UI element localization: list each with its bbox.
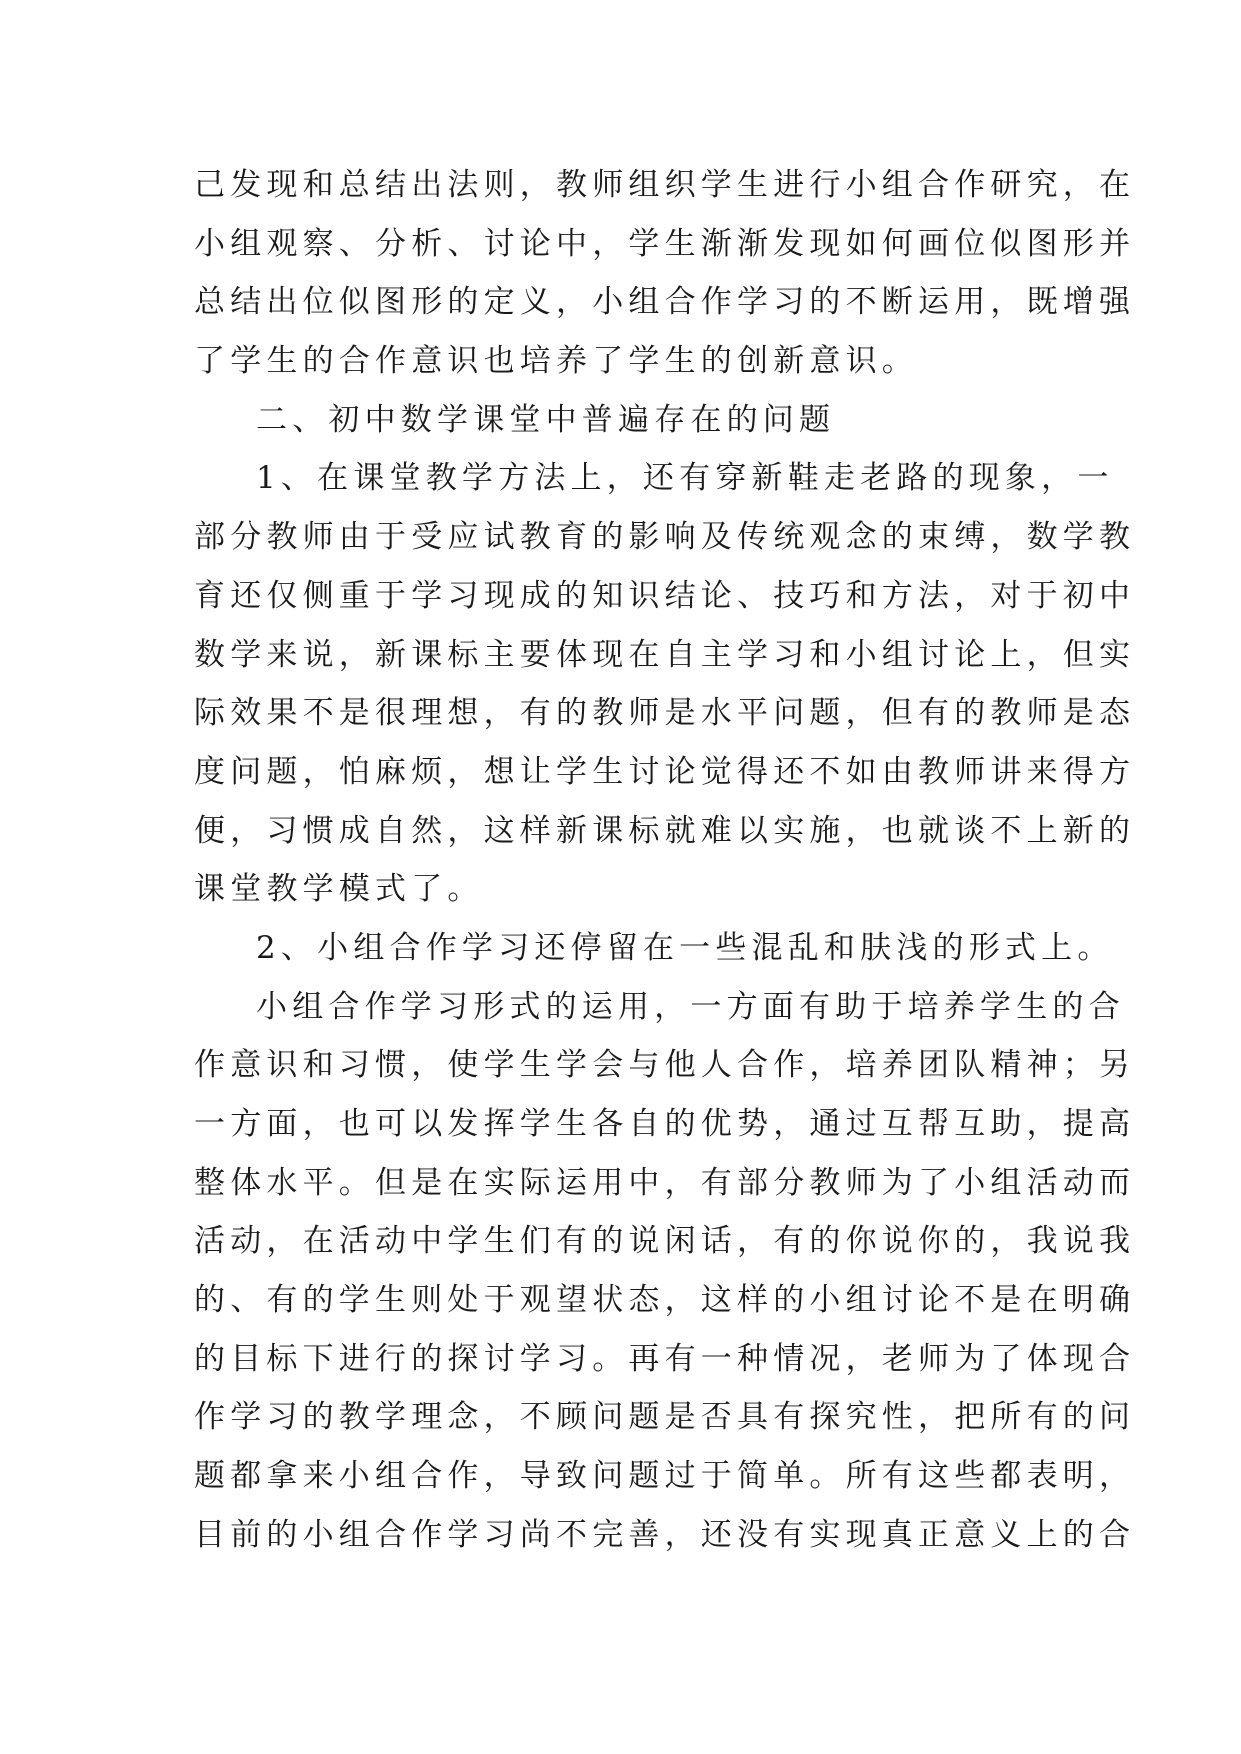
text-line: 目前的小组合作学习尚不完善，还没有实现真正意义上的合 — [194, 1516, 1136, 1553]
text-line: 的、有的学生则处于观望状态，这样的小组讨论不是在明确 — [194, 1282, 1136, 1319]
text-line: 数学来说，新课标主要体现在自主学习和小组讨论上，但实 — [194, 636, 1136, 673]
text-line: 育还仅侧重于学习现成的知识结论、技巧和方法，对于初中 — [194, 577, 1136, 614]
text-line: 际效果不是很理想，有的教师是水平问题，但有的教师是态 — [194, 695, 1136, 732]
text-line: 总结出位似图形的定义，小组合作学习的不断运用，既增强 — [194, 284, 1136, 321]
text-line: 了学生的合作意识也培养了学生的创新意识。 — [194, 343, 918, 380]
section-heading: 二、初中数学课堂中普遍存在的问题 — [256, 401, 836, 438]
text-line: 己发现和总结出法则，教师组织学生进行小组合作研究，在 — [194, 167, 1136, 203]
text-line: 作意识和习惯，使学生学会与他人合作，培养团队精神；另 — [194, 1047, 1136, 1084]
body-text — [194, 156, 1136, 1565]
text-line: 小组观察、分析、讨论中，学生渐渐发现如何画位似图形并 — [194, 225, 1136, 262]
text-line: 小组合作学习形式的运用，一方面有助于培养学生的合 — [256, 988, 1125, 1025]
text-line: 题都拿来小组合作，导致问题过于简单。所有这些都表明， — [194, 1458, 1136, 1495]
text-line: 度问题，怕麻烦，想让学生讨论觉得还不如由教师讲来得方 — [194, 753, 1136, 790]
text-line: 整体水平。但是在实际运用中，有部分教师为了小组活动而 — [194, 1164, 1136, 1201]
text-line: 的目标下进行的探讨学习。再有一种情况，老师为了体现合 — [194, 1340, 1136, 1377]
text-line: 部分教师由于受应试教育的影响及传统观念的束缚，数学教 — [194, 519, 1136, 556]
text-line: 活动，在活动中学生们有的说闲话，有的你说你的，我说我 — [194, 1223, 1136, 1260]
text-line: 课堂教学模式了。 — [194, 871, 484, 908]
text-line: 一方面，也可以发挥学生各自的优势，通过互帮互助，提高 — [194, 1106, 1136, 1142]
text-line: 1、在课堂教学方法上，还有穿新鞋走老路的现象，一 — [256, 460, 1114, 497]
subsection-heading: 2、小组合作学习还停留在一些混乱和肤浅的形式上。 — [256, 929, 1114, 966]
text-line: 作学习的教学理念，不顾问题是否具有探究性，把所有的问 — [194, 1399, 1136, 1436]
text-line: 便，习惯成自然，这样新课标就难以实施，也就谈不上新的 — [194, 812, 1136, 849]
